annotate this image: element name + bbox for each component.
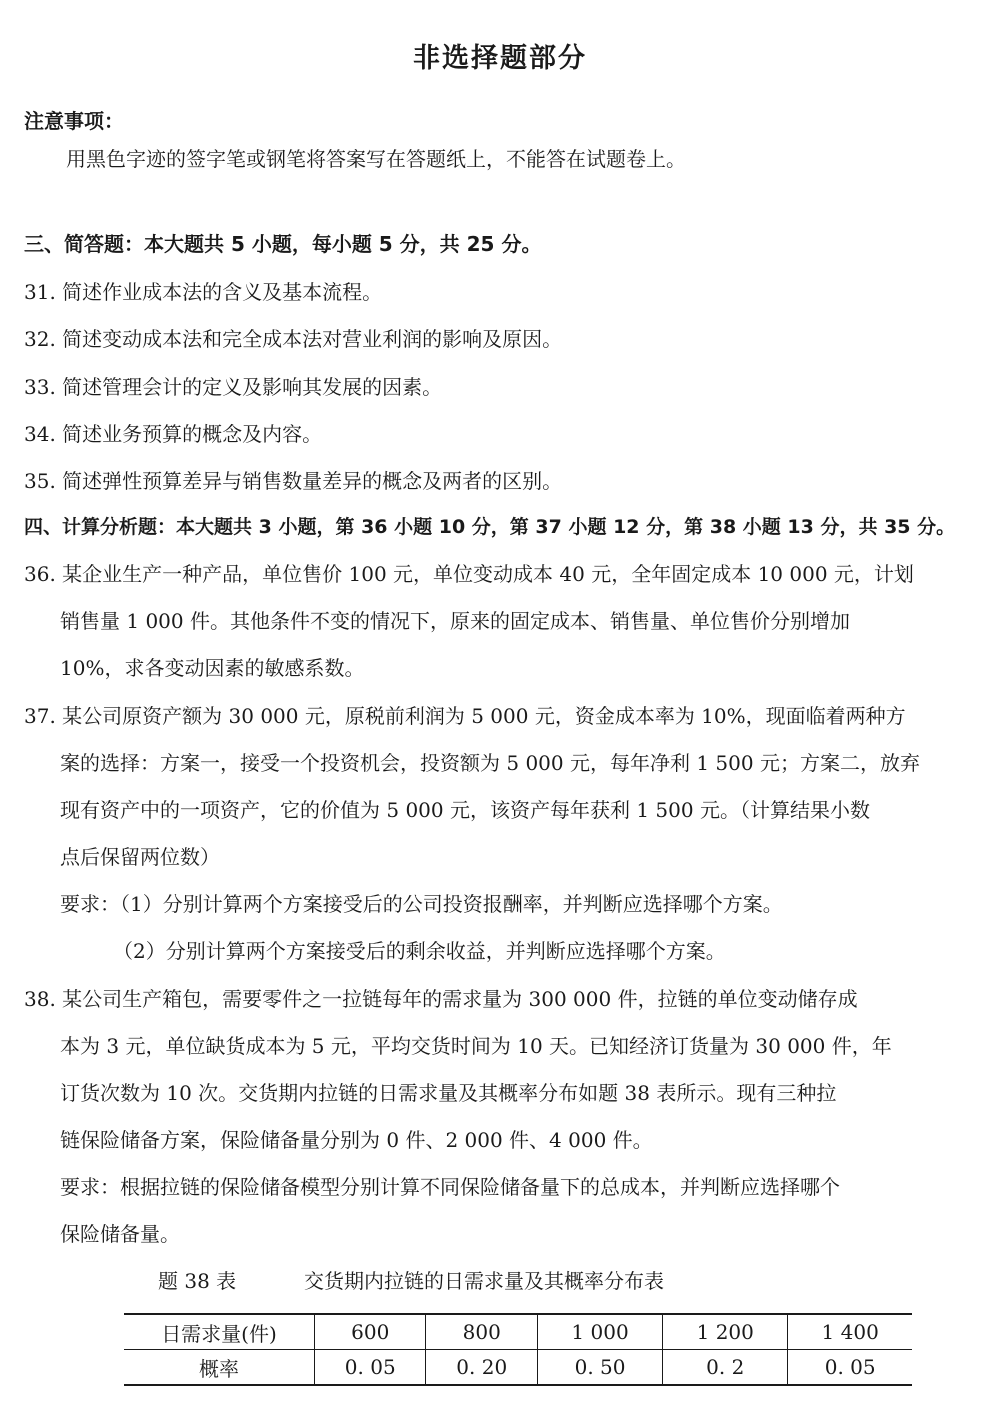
table-cell: 0. 2	[663, 1350, 788, 1386]
table-cell: 0. 05	[315, 1350, 426, 1386]
table-cell: 600	[315, 1314, 426, 1350]
question-38-line-1: 38. 某公司生产箱包，需要零件之一拉链每年的需求量为 300 000 件，拉链的单位变动储存成	[24, 987, 858, 1011]
table-cell: 0. 50	[537, 1350, 662, 1386]
demand-probability-table	[124, 1313, 912, 1386]
question-34: 34. 简述业务预算的概念及内容。	[24, 422, 323, 446]
table-row-label: 概率	[124, 1350, 315, 1386]
question-38-requirement-line-1: 要求：根据拉链的保险储备模型分别计算不同保险储备量下的总成本，并判断应选择哪个	[60, 1175, 840, 1199]
table-cell: 800	[426, 1314, 537, 1350]
question-36-line-2: 销售量 1 000 件。其他条件不变的情况下，原来的固定成本、销售量、单位售价分别增加	[60, 609, 850, 633]
table-row-label: 日需求量(件)	[124, 1314, 315, 1350]
table-cell: 1 400	[788, 1314, 912, 1350]
table-cell: 0. 20	[426, 1350, 537, 1386]
question-36-line-1: 36. 某企业生产一种产品，单位售价 100 元，单位变动成本 40 元，全年固定成本 10 000 元，计划	[24, 562, 914, 586]
table-row-demand	[124, 1314, 912, 1350]
question-38-line-2: 本为 3 元，单位缺货成本为 5 元，平均交货时间为 10 天。已知经济订货量为 30 000 件，年	[60, 1034, 892, 1058]
question-37-line-2: 案的选择：方案一，接受一个投资机会，投资额为 5 000 元，每年净利 1 500 元；方案二，放弃	[60, 751, 920, 775]
question-35: 35. 简述弹性预算差异与销售数量差异的概念及两者的区别。	[24, 469, 563, 493]
question-37-line-4: 点后保留两位数）	[60, 845, 220, 869]
section4-heading: 四、计算分析题：本大题共 3 小题，第 36 小题 10 分，第 37 小题 12 分，第 38 小题 13 分，共 35 分。	[24, 516, 956, 538]
question-33: 33. 简述管理会计的定义及影响其发展的因素。	[24, 375, 443, 399]
table-caption-id: 题 38 表	[158, 1269, 237, 1293]
section3-heading: 三、简答题：本大题共 5 小题，每小题 5 分，共 25 分。	[24, 232, 542, 256]
notice-heading: 注意事项：	[24, 109, 124, 133]
question-38-line-4: 链保险储备方案，保险储备量分别为 0 件、2 000 件、4 000 件。	[60, 1128, 653, 1152]
table-caption-title: 交货期内拉链的日需求量及其概率分布表	[304, 1269, 664, 1293]
table-cell: 1 200	[663, 1314, 788, 1350]
question-37-requirement-1: 要求：（1）分别计算两个方案接受后的公司投资报酬率，并判断应选择哪个方案。	[60, 892, 783, 916]
table-cell: 1 000	[537, 1314, 662, 1350]
notice-text: 用黑色字迹的签字笔或钢笔将答案写在答题纸上，不能答在试题卷上。	[66, 147, 686, 171]
question-37-line-3: 现有资产中的一项资产，它的价值为 5 000 元，该资产每年获利 1 500 元。（计算结果小数	[60, 798, 870, 822]
question-38-line-3: 订货次数为 10 次。交货期内拉链的日需求量及其概率分布如题 38 表所示。现有三种拉	[60, 1081, 837, 1105]
page-title: 非选择题部分	[413, 43, 587, 74]
table-cell: 0. 05	[788, 1350, 912, 1386]
table-row-probability	[124, 1350, 912, 1386]
question-36-line-3: 10%，求各变动因素的敏感系数。	[60, 656, 365, 680]
question-37-requirement-2: （2）分别计算两个方案接受后的剩余收益，并判断应选择哪个方案。	[113, 939, 726, 963]
question-32: 32. 简述变动成本法和完全成本法对营业利润的影响及原因。	[24, 327, 563, 351]
question-38-requirement-line-2: 保险储备量。	[60, 1222, 180, 1246]
question-37-line-1: 37. 某公司原资产额为 30 000 元，原税前利润为 5 000 元，资金成本率为 10%，现面临着两种方	[24, 704, 906, 728]
question-31: 31. 简述作业成本法的含义及基本流程。	[24, 280, 383, 304]
